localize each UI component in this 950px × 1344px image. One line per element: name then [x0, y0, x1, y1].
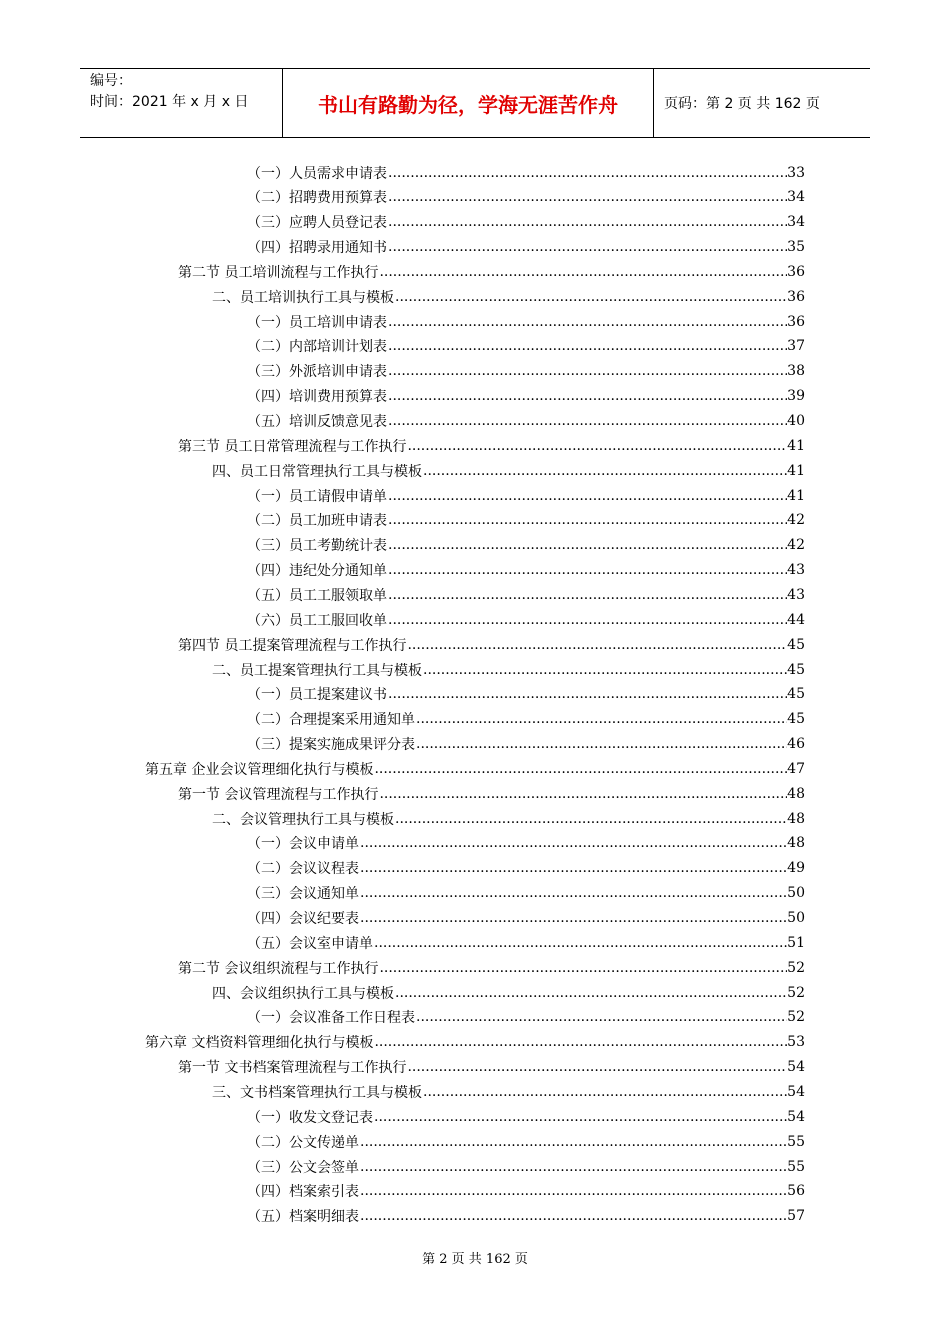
toc-entry[interactable]	[247, 1204, 805, 1229]
page-header	[80, 68, 870, 138]
toc-entry-page: 51	[787, 934, 805, 951]
toc-entry-title: （四）招聘录用通知书	[247, 240, 387, 257]
toc-leader-dots	[387, 314, 787, 330]
toc-entry-title: （四）会议纪要表	[247, 911, 359, 927]
toc-leader-dots	[394, 811, 787, 827]
toc-entry-title: （二）内部培训计划表	[247, 339, 387, 356]
toc-leader-dots	[387, 512, 787, 528]
toc-leader-dots	[394, 985, 787, 1001]
toc-leader-dots	[387, 488, 787, 504]
toc-entry[interactable]	[212, 1079, 805, 1104]
toc-leader-dots	[359, 1159, 787, 1175]
toc-entry[interactable]	[145, 1030, 805, 1055]
toc-entry[interactable]	[247, 1104, 805, 1129]
toc-entry-title: （四）档案索引表	[247, 1184, 359, 1201]
toc-entry[interactable]	[247, 906, 805, 931]
toc-entry[interactable]	[247, 930, 805, 955]
toc-leader-dots	[415, 711, 787, 727]
toc-leader-dots	[359, 1208, 787, 1224]
toc-entry[interactable]	[247, 881, 805, 906]
toc-entry[interactable]	[178, 1055, 805, 1080]
toc-entry[interactable]	[247, 533, 805, 558]
toc-entry-page: 36	[787, 313, 805, 330]
toc-entry-title: （一）收发文登记表	[247, 1109, 373, 1126]
toc-entry-page: 44	[787, 611, 805, 628]
toc-entry-page: 40	[787, 413, 805, 429]
toc-entry-page: 39	[787, 388, 805, 405]
toc-entry[interactable]	[247, 483, 805, 508]
toc-entry-page: 52	[787, 959, 805, 976]
toc-entry[interactable]	[212, 806, 805, 831]
toc-entry[interactable]	[247, 185, 805, 210]
toc-leader-dots	[387, 388, 787, 404]
toc-entry-title: 三、文书档案管理执行工具与模板	[212, 1084, 422, 1101]
toc-entry[interactable]	[247, 409, 805, 434]
toc-entry-page: 55	[787, 1158, 805, 1175]
toc-entry[interactable]	[212, 657, 805, 682]
toc-entry-page: 36	[787, 263, 805, 280]
toc-entry[interactable]	[247, 210, 805, 235]
toc-leader-dots	[406, 438, 787, 454]
toc-entry[interactable]	[247, 334, 805, 359]
toc-entry-page: 45	[787, 686, 805, 703]
toc-leader-dots	[422, 1084, 787, 1100]
toc-leader-dots	[359, 910, 787, 926]
toc-entry-page: 52	[787, 984, 805, 1001]
toc-entry-page: 54	[787, 1083, 805, 1100]
toc-entry-page: 37	[787, 338, 805, 355]
toc-leader-dots	[373, 935, 787, 951]
toc-entry-title: （一）员工提案建议书	[247, 687, 387, 704]
toc-entry-title: 二、员工培训执行工具与模板	[212, 289, 394, 306]
toc-leader-dots	[387, 612, 787, 628]
page-footer: 第 2 页 共 162 页	[422, 1252, 528, 1267]
toc-entry-page: 41	[787, 487, 805, 504]
toc-leader-dots	[387, 413, 787, 429]
toc-entry-title: 第二节 员工培训流程与工作执行	[178, 264, 379, 281]
toc-entry-page: 43	[787, 586, 805, 603]
toc-entry-title: 第二节 会议组织流程与工作执行	[178, 960, 379, 977]
toc-leader-dots	[378, 264, 787, 280]
toc-entry-page: 50	[787, 910, 805, 926]
toc-entry-title: （一）会议准备工作日程表	[247, 1010, 415, 1027]
toc-entry-title: （三）提案实施成果评分表	[247, 737, 415, 754]
toc-entry[interactable]	[212, 458, 805, 483]
toc-entry[interactable]	[247, 707, 805, 732]
header-meta	[80, 69, 282, 137]
toc-leader-dots	[387, 686, 787, 702]
toc-entry-title: 第一节 会议管理流程与工作执行	[178, 786, 379, 803]
toc-entry[interactable]	[212, 284, 805, 309]
toc-entry[interactable]	[247, 359, 805, 384]
toc-entry-page: 34	[787, 214, 805, 231]
toc-entry-title: （二）会议议程表	[247, 861, 359, 878]
toc-entry[interactable]	[178, 433, 805, 458]
toc-leader-dots	[387, 537, 787, 553]
toc-entry-page: 50	[787, 885, 805, 902]
toc-entry[interactable]	[178, 632, 805, 657]
toc-entry-title: （五）员工工服领取单	[247, 587, 387, 604]
toc-entry-page: 45	[787, 636, 805, 653]
toc-leader-dots	[387, 562, 787, 578]
toc-entry-title: （二）招聘费用预算表	[247, 190, 387, 207]
toc-entry-page: 43	[787, 562, 805, 579]
toc-entry-page: 34	[787, 189, 805, 206]
toc-entry-page: 33	[787, 164, 805, 181]
toc-entry-page: 38	[787, 363, 805, 380]
toc-entry-title: 二、员工提案管理执行工具与模板	[212, 662, 422, 679]
toc-leader-dots	[387, 363, 787, 379]
toc-leader-dots	[378, 960, 787, 976]
toc-entry[interactable]	[247, 1129, 805, 1154]
toc-leader-dots	[373, 1034, 787, 1050]
toc-entry-page: 49	[787, 860, 805, 877]
toc-entry[interactable]	[247, 309, 805, 334]
toc-leader-dots	[373, 761, 787, 777]
toc-entry-title: （二）合理提案采用通知单	[247, 712, 415, 729]
toc-entry-title: （一）员工培训申请表	[247, 314, 387, 331]
toc-leader-dots	[394, 289, 787, 305]
toc-leader-dots	[422, 463, 787, 479]
toc-entry[interactable]	[247, 607, 805, 632]
toc-leader-dots	[359, 1183, 787, 1199]
toc-entry[interactable]	[247, 508, 805, 533]
header-motto: 书山有路勤为径，学海无涯苦作舟	[282, 69, 654, 137]
header-page-info: 页码：第 2 页 共 162 页	[664, 96, 820, 112]
toc-leader-dots	[387, 239, 787, 255]
toc-entry-page: 42	[787, 537, 805, 554]
toc-entry-page: 48	[787, 785, 805, 802]
number-label: 编号：	[90, 73, 132, 89]
toc-entry-title: （五）会议室申请单	[247, 935, 373, 952]
toc-leader-dots	[406, 637, 787, 653]
toc-entry[interactable]	[178, 955, 805, 980]
toc-entry[interactable]	[178, 781, 805, 806]
toc-entry-page: 57	[787, 1208, 805, 1225]
toc-entry-page: 55	[787, 1133, 805, 1150]
toc-entry[interactable]	[247, 1005, 805, 1030]
toc-entry-title: （三）公文会签单	[247, 1159, 359, 1176]
toc-entry-title: （二）员工加班申请表	[247, 513, 387, 530]
toc-entry[interactable]	[247, 1179, 805, 1204]
toc-entry-page: 41	[787, 462, 805, 479]
toc-entry-title: （二）公文传递单	[247, 1134, 359, 1151]
toc-leader-dots	[422, 662, 787, 678]
toc-entry[interactable]	[247, 160, 805, 185]
toc-entry-page: 45	[787, 711, 805, 728]
toc-entry[interactable]	[247, 384, 805, 409]
toc-entry[interactable]	[247, 831, 805, 856]
toc-leader-dots	[387, 338, 787, 354]
toc-entry-page: 45	[787, 661, 805, 678]
toc-entry-title: （三）应聘人员登记表	[247, 215, 387, 232]
toc-entry-title: 第一节 文书档案管理流程与工作执行	[178, 1060, 407, 1077]
toc-entry-title: （四）违纪处分通知单	[247, 563, 387, 580]
toc-entry-title: （四）培训费用预算表	[247, 389, 387, 406]
toc-entry-title: （一）员工请假申请单	[247, 488, 387, 505]
toc-entry-title: （三）外派培训申请表	[247, 364, 387, 381]
toc-entry[interactable]	[247, 582, 805, 607]
toc-leader-dots	[415, 736, 787, 752]
toc-entry-title: （五）档案明细表	[247, 1209, 359, 1226]
toc-leader-dots	[406, 1059, 787, 1075]
toc-entry-page: 52	[787, 1009, 805, 1026]
toc-leader-dots	[387, 165, 787, 181]
toc-entry-page: 35	[787, 239, 805, 256]
toc-entry[interactable]	[247, 682, 805, 707]
toc-entry[interactable]	[145, 756, 805, 781]
toc-entry-title: 四、会议组织执行工具与模板	[212, 985, 394, 1002]
toc-entry-page: 56	[787, 1183, 805, 1200]
toc-entry-title: （五）培训反馈意见表	[247, 414, 387, 430]
toc-leader-dots	[378, 786, 787, 802]
toc-entry-title: （三）员工考勤统计表	[247, 538, 387, 555]
toc-entry-title: （三）会议通知单	[247, 886, 359, 903]
toc-entry-title: 四、员工日常管理执行工具与模板	[212, 463, 422, 480]
toc-entry-title: （六）员工工服回收单	[247, 612, 387, 629]
time-label: 时间：2021 年 x 月 x 日	[90, 94, 249, 110]
toc-leader-dots	[359, 885, 787, 901]
toc-entry-page: 48	[787, 835, 805, 852]
toc-leader-dots	[373, 1109, 787, 1125]
toc-entry[interactable]	[247, 235, 805, 260]
toc-entry-page: 54	[787, 1059, 805, 1076]
toc-entry-title: 二、会议管理执行工具与模板	[212, 811, 394, 828]
toc-leader-dots	[387, 214, 787, 230]
toc-entry[interactable]	[247, 856, 805, 881]
toc-entry[interactable]	[212, 980, 805, 1005]
toc-leader-dots	[359, 860, 787, 876]
toc-entry-title: （一）会议申请单	[247, 836, 359, 853]
toc-entry[interactable]	[247, 558, 805, 583]
toc-entry-title: 第六章 文档资料管理细化执行与模板	[145, 1035, 374, 1052]
toc-entry-title: 第四节 员工提案管理流程与工作执行	[178, 637, 407, 654]
toc-entry-page: 53	[787, 1034, 805, 1051]
toc-leader-dots	[359, 835, 787, 851]
toc-entry-page: 47	[787, 760, 805, 777]
toc-entry-page: 41	[787, 437, 805, 454]
toc-leader-dots	[387, 189, 787, 205]
toc-entry-page: 54	[787, 1108, 805, 1125]
toc-entry-page: 42	[787, 512, 805, 529]
toc-entry[interactable]	[178, 259, 805, 284]
toc-entry-page: 46	[787, 736, 805, 753]
toc-leader-dots	[387, 587, 787, 603]
toc-entry-title: 第五章 企业会议管理细化执行与模板	[145, 761, 374, 778]
toc-entry-page: 48	[787, 810, 805, 827]
toc-leader-dots	[359, 1134, 787, 1150]
toc-entry[interactable]	[247, 1154, 805, 1179]
toc-entry-title: （一）人员需求申请表	[247, 165, 387, 182]
toc-entry-page: 36	[787, 288, 805, 305]
toc-leader-dots	[415, 1009, 787, 1025]
toc-entry[interactable]	[247, 732, 805, 757]
toc-entry-title: 第三节 员工日常管理流程与工作执行	[178, 438, 407, 455]
